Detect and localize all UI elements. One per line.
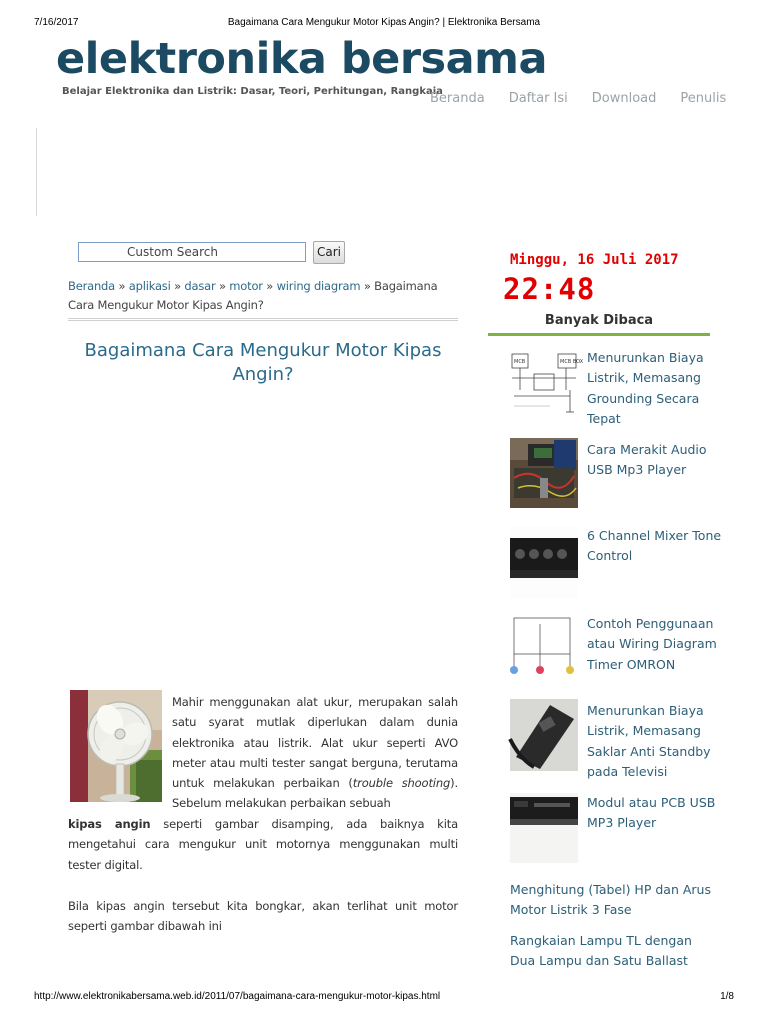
breadcrumb-motor[interactable]: motor [229, 279, 263, 293]
mp3-module-thumbnail [510, 793, 578, 863]
nav-beranda[interactable]: Beranda [430, 91, 485, 106]
top-nav [430, 91, 750, 106]
audio-usb-thumbnail [510, 438, 578, 508]
clock-time: 22:48 [503, 272, 596, 306]
post-title: Bagaimana Cara Mengukur Motor Kipas Angin? [84, 340, 442, 385]
breadcrumb-separator: » [266, 279, 274, 293]
popular-post-title[interactable]: Cara Merakit Audio USB Mp3 Player [587, 442, 707, 478]
diagram-label-mcb: MCB [514, 359, 526, 365]
emphasis-trouble-shooting: trouble shooting [352, 776, 451, 791]
breadcrumb-wiring-diagram[interactable]: wiring diagram [276, 279, 361, 293]
breadcrumb-separator: » [363, 279, 371, 293]
popular-post-title[interactable]: Modul atau PCB USB MP3 Player [587, 795, 716, 831]
clock-date: Minggu, 16 Juli 2017 [510, 252, 679, 268]
post-paragraph-1-part-a: Mahir menggunakan alat ukur, merupakan salah satu syarat mutlak diperlukan dalam dunia elektronika atau listrik. Alat ukur seperti AVO meter atau multi tester sangat berguna, terutama untuk melakukan perbaikan ( [172, 695, 458, 791]
popular-post-title[interactable]: Menurunkan Biaya Listrik, Memasang Saklar Anti Standby pada Televisi [587, 703, 711, 780]
nav-daftar-isi[interactable]: Daftar Isi [508, 91, 568, 106]
search-input[interactable]: Custom Search [78, 242, 306, 262]
print-url: http://www.elektronikabersama.web.id/2011/07/bagaimana-cara-mengukur-motor-kipas.html [34, 991, 441, 1002]
breadcrumb-current: Bagaimana Cara Mengukur Motor Kipas Angin? [68, 279, 438, 312]
popular-posts-title: Banyak Dibaca [544, 313, 654, 328]
post-paragraph-1-part-c: seperti gambar disamping, ada baiknya kita mengetahui cara mengukur unit motornya menggunakan multi tester digital. [68, 817, 458, 872]
site-description: Belajar Elektronika dan Listrik: Dasar, Teori, Perhitungan, Rangkaia [62, 86, 443, 97]
nav-penulis[interactable]: Penulis [680, 91, 727, 106]
emphasis-kipas-angin: kipas angin [68, 817, 151, 831]
breadcrumb-aplikasi[interactable]: aplikasi [128, 279, 171, 293]
popular-post-title[interactable]: 6 Channel Mixer Tone Control [587, 528, 722, 564]
grounding-diagram-thumbnail [510, 350, 584, 416]
popular-post-title[interactable]: Menghitung (Tabel) HP dan Arus Motor Listrik 3 Fase [510, 882, 711, 918]
print-date: 7/16/2017 [34, 17, 79, 28]
standby-switch-thumbnail [510, 699, 578, 771]
print-page-number: 1/8 [720, 991, 734, 1002]
diagram-label-mcb-box: MCB BOX [560, 359, 584, 365]
breadcrumb-divider [68, 318, 458, 321]
site-title[interactable]: elektronika bersama [56, 34, 547, 84]
post-paragraph-1-wrap [172, 692, 458, 814]
search-button[interactable]: Cari [313, 241, 345, 264]
fan-image [70, 690, 162, 802]
popular-posts-rule [488, 333, 710, 336]
popular-post-title[interactable]: Rangkaian Lampu TL dengan Dua Lampu dan Satu Ballast [510, 933, 692, 969]
nav-download[interactable]: Download [591, 91, 657, 106]
popular-post-title[interactable]: Contoh Penggunaan atau Wiring Diagram Timer OMRON [587, 616, 717, 672]
breadcrumb-separator: » [174, 279, 181, 293]
breadcrumb-separator: » [218, 279, 226, 293]
divider [36, 128, 37, 216]
breadcrumb-separator: » [118, 279, 126, 293]
post-paragraph-1-part-b: ). Sebelum melakukan perbaikan sebuah [172, 776, 458, 811]
breadcrumb-dasar[interactable]: dasar [184, 279, 216, 293]
mixer-thumbnail [510, 526, 578, 598]
post-paragraph-1-continued [68, 814, 458, 875]
breadcrumb-beranda[interactable]: Beranda [68, 279, 115, 293]
print-page-title: Bagaimana Cara Mengukur Motor Kipas Angin? | Elektronika Bersama [227, 17, 541, 28]
timer-diagram-thumbnail [510, 614, 578, 684]
breadcrumb [68, 277, 458, 315]
popular-post-title[interactable]: Menurunkan Biaya Listrik, Memasang Grounding Secara Tepat [587, 350, 704, 427]
post-paragraph-2: Bila kipas angin tersebut kita bongkar, akan terlihat unit motor seperti gambar dibawah ini [68, 899, 458, 934]
